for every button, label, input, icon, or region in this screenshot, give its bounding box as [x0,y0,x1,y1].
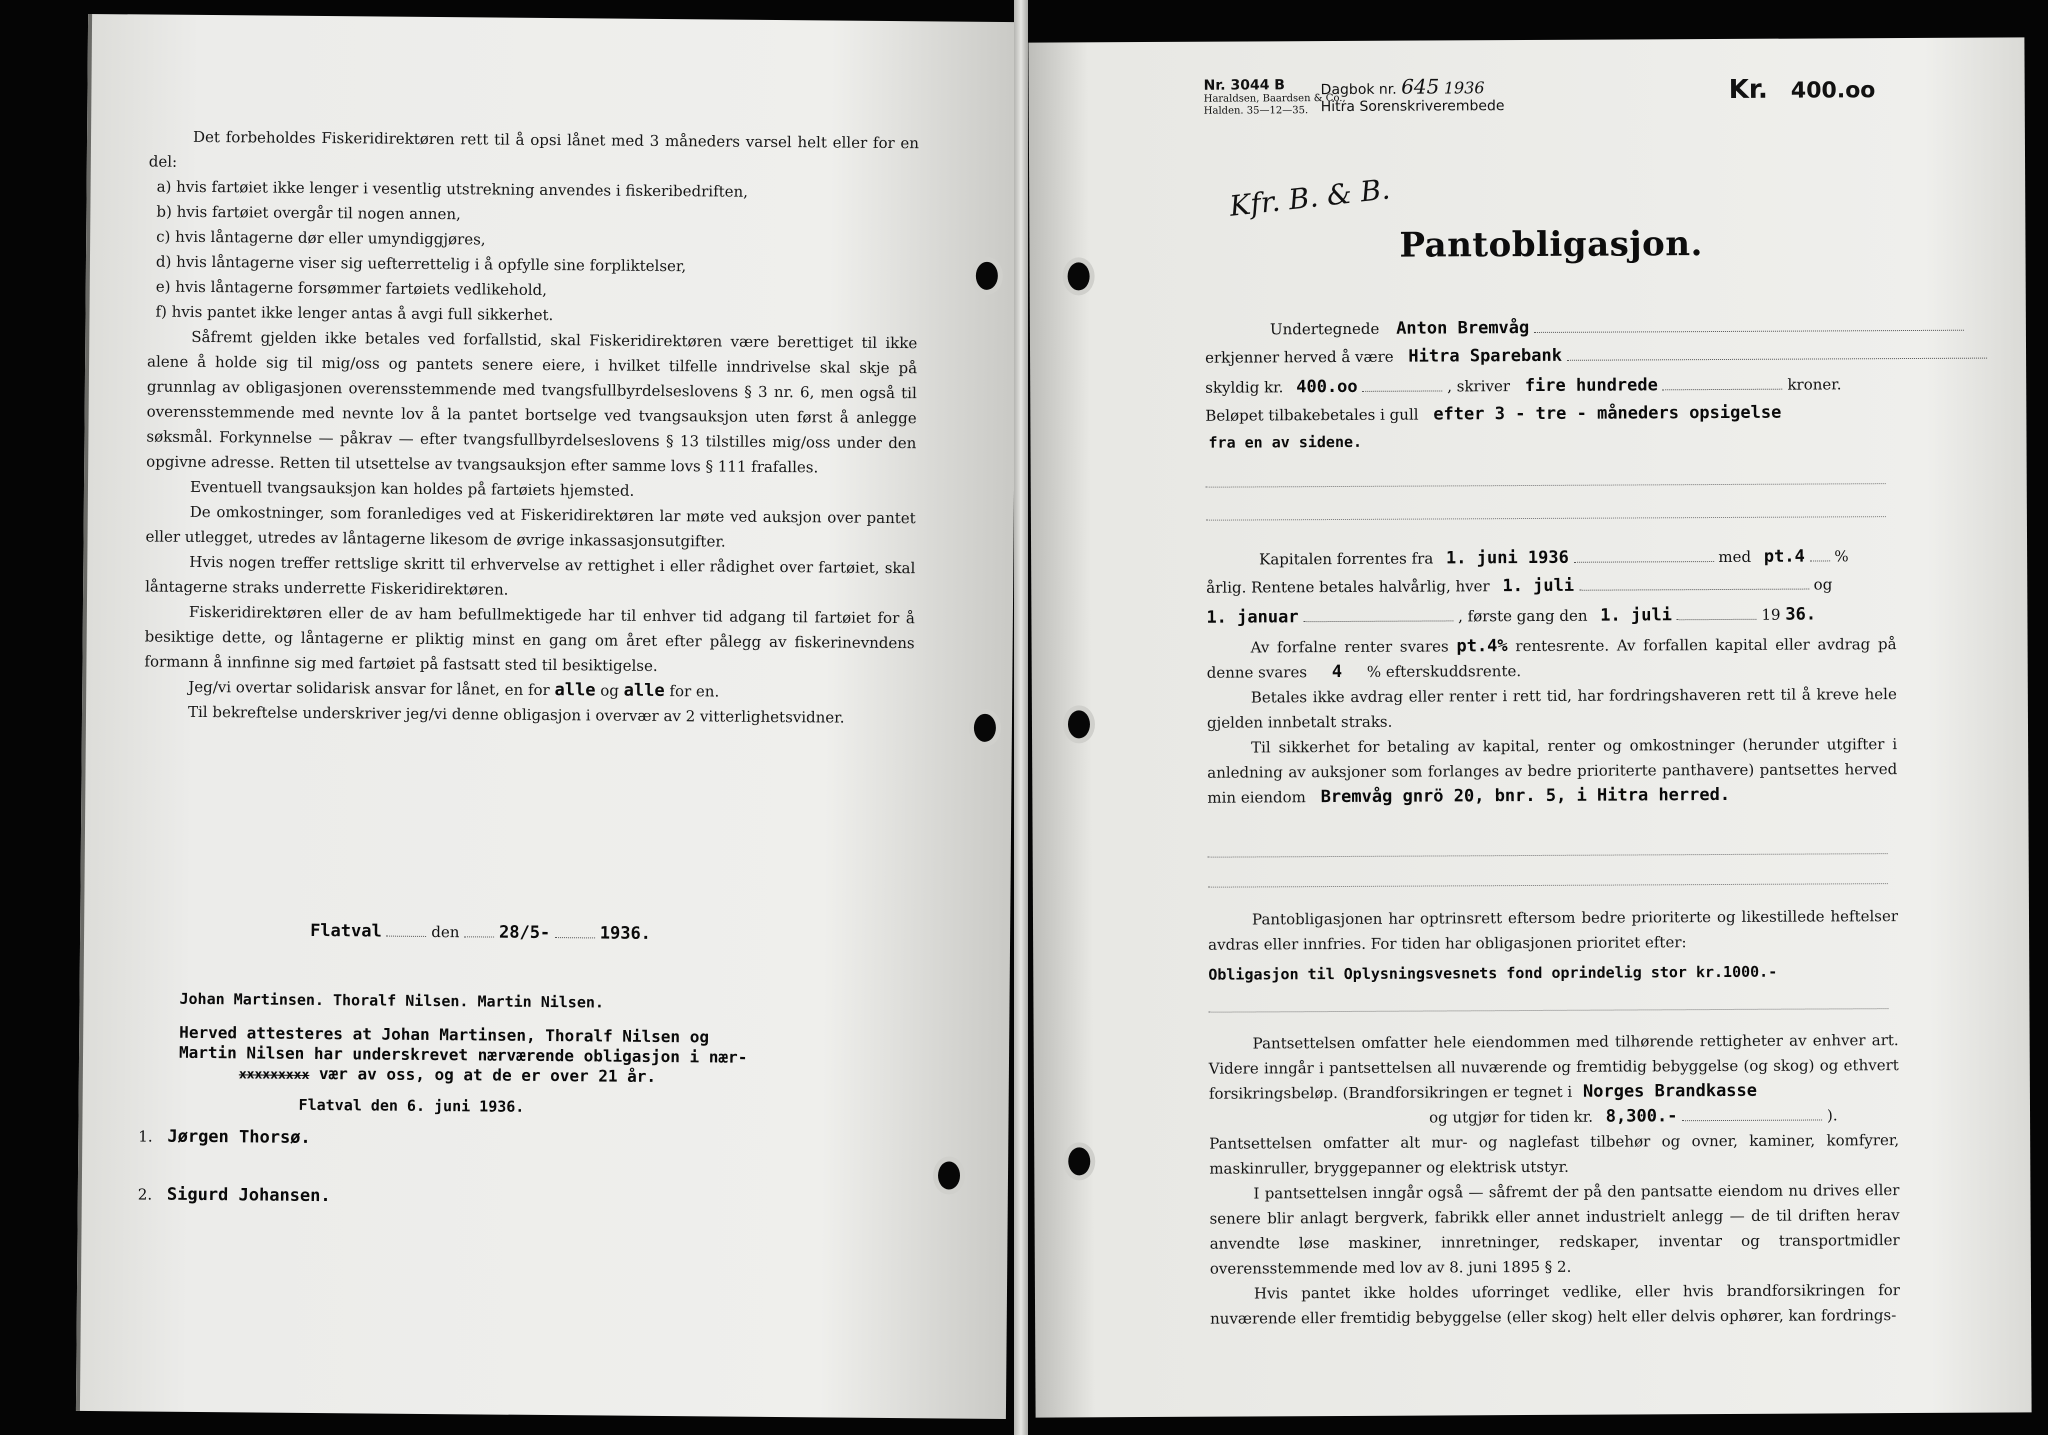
attestation: Herved attesteres at Johan Martinsen, Thoralf Nilsen og Martin Nilsen har underskrevet nærværende obligasjon i nær- xxxxxxxxx vær av oss, og at de er over 21 år. [178,1022,748,1086]
left-item: c) hvis låntagerne dør eller umyndiggjøres, [156,227,486,249]
left-para-rettslige-skritt: Hvis nogen treffer rettslige skritt til erhvervelse av rettighet i eller rådighet over fartøiet, skal låntagerne straks underrette Fiskeridirektøren. [145,552,916,599]
repayment-terms-2: fra en av sidene. [1208,432,1363,452]
bergverk-paragraph: I pantsettelsen inngår også — såfremt der på den pantsatte eiendom nu drives eller senere blir anlagt bergverk, fabrikk eller annet industrielt anlegg — de til driften herav anvendte løse maskiner, innretninger, redskaper, inventar og transportmidler overensstemmende med lov av 8. juni 1895 § 2. [1209,1181,1900,1278]
signers: Johan Martinsen. Thoralf Nilsen. Martin Nilsen. [179,989,605,1012]
interest-from: 1. juni 1936 [1445,547,1569,569]
attest-date: Flatval den 6. juni 1936. [298,1095,525,1116]
book-spine [1014,0,1028,1435]
witness-1: 1. Jørgen Thorsø. [138,1126,311,1148]
handwritten-annotation: Kfr. B. & B. [1227,172,1392,223]
overdue-capital-rate: 4 [1331,661,1343,683]
blank-line [1206,483,1886,488]
renter-paragraph: Av forfalne renter svares pt.4% rentesrente. Av forfallen kapital eller avdrag på denne svares 4 % efterskuddsrente. Betales ikke avdrag eller renter i rett tid, har fordringshaveren rett til å kreve hele gjelden innbetalt straks. Til sikkerhet for betaling av kapital, renter og omkostninger (herunder utgifter i anledning av auksjoner som forlanges av bedre prioriterte panthavere) pantsettes herved min eiendom Bremvåg gnrö 20, bnr. 5, i Hitra herred. [1207,632,1898,811]
erkjenner-line: erkjenner herved å være Hitra Sparebank [1205,344,1987,368]
printer-line: Haraldsen, Baardsen & Co., [1203,92,1346,105]
binding-hole [1068,262,1090,290]
omfatter-paragraph: Pantsettelsen omfatter hele eiendommen med tilhørende rettigheter av enhver art. Videre inngår i pantsettelsen all nuværende og fremtidig bebyggelse (og skog) og ethvert forsikringsbeløp. (Brandforsikringen er tegnet i Norges Brandkasse og utgjør for tiden kr. 8,300.- ). Pantsettelsen omfatter alt mur- og naglefast tilbehør og ovner, kaminer, komfyrer, maskinruller, bryggepanner og elektrisk utstyr. I pantsettelsen inngår også — såfremt der på den pantsatte eiendom nu drives eller senere blir anlagt bergverk, fabrikk eller annet industrielt anlegg — de til driften herav anvendte løse maskiner, innretninger, redskaper, inventar og transportmidler overensstemmende med lov av 8. juni 1895 § 2. Hvis pantet ikke holdes uforringet vedlike, eller hvis brandforsikringen for nuværende eller fremtidig bebyggelse (eller skog) helt eller delvis ophører, kan fordrings- [1209,1028,1901,1332]
left-item: b) hvis fartøiet overgår til nogen annen, [156,202,461,224]
payment-date-1: 1. juli [1502,575,1575,597]
amount-words: fire hundrede [1524,375,1658,397]
dagbok-year: 1936 [1443,78,1485,98]
left-para-bekreftelse: Til bekreftelse underskriver jeg/vi denne obligasjon i overvær av 2 vitterlighetsvidner. [187,702,845,727]
left-page [76,14,1018,1419]
den-label: den [431,922,460,942]
skyldig-line: skyldig kr. 400.oo , skriver fire hundrede kroner. [1205,375,1842,398]
sign-date: 28/5- [498,922,551,944]
prioritet-paragraph: Pantobligasjonen har optrinsrett eftersom bedre prioriterte og likestillede heftelser avdras eller innfries. For tiden har obligasjonen prioritet efter: [1208,907,1899,954]
binding-hole [1068,1147,1090,1175]
left-para-auksjon-sted: Eventuell tvangsauksjon kan holdes på fartøiets hjemsted. [189,477,635,500]
court: Hitra Sorenskriverembede [1320,98,1505,116]
struck-text: xxxxxxxxx [238,1067,310,1083]
left-para-solidarisk: Jeg/vi overtar solidarisk ansvar for lånet, en for alle og alle for en. [188,677,720,702]
amount: 400.oo [1296,376,1358,398]
repayment-terms: efter 3 - tre - måneders opsigelse [1433,402,1782,425]
binding-hole [974,714,996,742]
dagbok-number: 645 [1401,74,1440,99]
dagbok-block: Dagbok nr. 645 1936 Hitra Sorenskriverembede [1320,74,1505,116]
left-item: d) hvis låntagerne viser sig uefterrettelig i å opfylle sine forpliktelser, [155,252,687,276]
payment-date-2: 1. januar [1206,607,1299,628]
left-para-besiktigelse: Fiskeridirektøren eller de av ham befullmektigede har til enhver tid adgang til fartøiet for å besiktige dette, og låntagerne er pliktig minst en gang om året efter pålegg av fiskerinevndens formann å innfinne sig med fartøiet på fastsatt sted til besiktigelse. [144,602,915,675]
hvis-paragraph: Hvis pantet ikke holdes uforringet vedlike, eller hvis brandforsikringen for nuværende eller fremtidig bebyggelse (eller skog) helt eller delvis ophører, kan fordrings- [1210,1281,1900,1328]
right-page [1028,37,2031,1417]
amount-header: Kr. 400.oo [1728,74,1876,105]
blank-line [1206,516,1886,521]
typed-alle-2: alle [623,680,665,702]
blank-line [1208,1008,1888,1013]
first-payment-year: 36. [1785,604,1817,625]
left-item: a) hvis fartøiet ikke lenger i vesentlig utstrekning anvendes i fiskeribedriften, [156,177,749,201]
sikkerhet-paragraph: Til sikkerhet for betaling av kapital, renter og omkostninger (herunder utgifter i anledning av auksjoner som forlanges av bedre prioriterte panthavere) pantsettes herved min eiendom Bremvåg gnrö 20, bnr. 5, i Hitra herred. [1207,735,1898,808]
property: Bremvåg gnrö 20, bnr. 5, i Hitra herred. [1320,784,1731,808]
printer-line: Halden. 35—12—35. [1203,105,1309,117]
undertegnede-line: Undertegnede Anton Bremvåg [1270,316,1964,340]
mur-paragraph: Pantsettelsen omfatter alt mur- og naglefast tilbehør og ovner, kaminer, komfyrer, maskinruller, bryggepanner og elektrisk utstyr. [1209,1131,1900,1178]
binding-hole [976,262,998,290]
forste-gang-line: 1. januar , første gang den 1. juli 19 36. [1206,604,1817,628]
prior-encumbrance: Obligasjon til Oplysningsvesnets fond oprindelig stor kr.1000.- [1208,962,1778,984]
document-title: Pantobligasjon. [1399,224,1703,266]
binding-hole [938,1161,960,1189]
blank-line [1208,853,1888,858]
typed-alle-1: alle [554,680,596,701]
debtor: Anton Bremvåg [1396,317,1530,339]
arlig-line: årlig. Rentene betales halvårlig, hver 1. juli og [1206,575,1833,597]
interest-rate: pt.4 [1763,546,1805,567]
page-edge [76,14,92,1411]
left-para-omkostninger: De omkostninger, som foranlediges ved at Fiskeridirektøren lar møte ved auksjon over pantet eller utlegget, utredes av låntagerne likesom de øvrige inkassasjonsutgifter. [145,502,916,551]
left-item: e) hvis låntagerne forsømmer fartøiets vedlikehold, [155,277,548,299]
left-terms-block [144,125,919,732]
creditor: Hitra Sparebank [1408,345,1562,367]
place: Flatval [310,920,382,942]
insurer: Norges Brandkasse [1582,1080,1758,1102]
sign-year: 1936. [599,923,652,944]
left-para-opsigelse: Det forbeholdes Fiskeridirektøren rett til å opsi lånet med 3 måneders varsel helt eller for en del: [148,127,920,171]
left-para-forfall: Såfremt gjelden ikke betales ved forfallstid, skal Fiskeridirektøren være berettiget til ikke alene å holde sig til mig/oss og pantets senere eiere, i hvilket tilfelle inndrivelse skal skje på grunnlag av obligasjonen overensstemmende med tvangsfullbyrdelseslovens § 3 nr. 6, men også til overensstemmende med nevnte lov å la pantet bortselge ved tvangsauksjon uten først å anlegge søksmål. Forkynnelse — påkrav — efter tvangsfullbyrdelseslovens § 13 tilstilles mig/oss under den opgivne adresse. Retten til utsettelse av tvangsauksjon efter samme lovs § 111 frafalles. [146,327,918,477]
binding-hole [1068,710,1090,738]
witness-2: 2. Sigurd Johansen. [137,1184,331,1207]
left-item: f) hvis pantet ikke lenger antas å avgi full sikkerhet. [155,302,554,325]
belopet-line: Beløpet tilbakebetales i gull efter 3 - tre - måneders opsigelse [1205,402,1782,425]
blank-line [1208,883,1888,888]
first-payment-date: 1. juli [1600,605,1672,626]
left-place-date-line [310,921,651,944]
form-number: Nr. 3044 B [1203,77,1286,94]
insured-amount: 8,300.- [1605,1106,1678,1127]
overdue-rate: pt.4% [1456,636,1508,657]
betales-paragraph: Betales ikke avdrag eller renter i rett tid, har fordringshaveren rett til å kreve hele gjelden innbetalt straks. [1206,685,1897,732]
kapital-line: Kapitalen forrentes fra 1. juni 1936 med pt.4 % [1259,546,1849,569]
